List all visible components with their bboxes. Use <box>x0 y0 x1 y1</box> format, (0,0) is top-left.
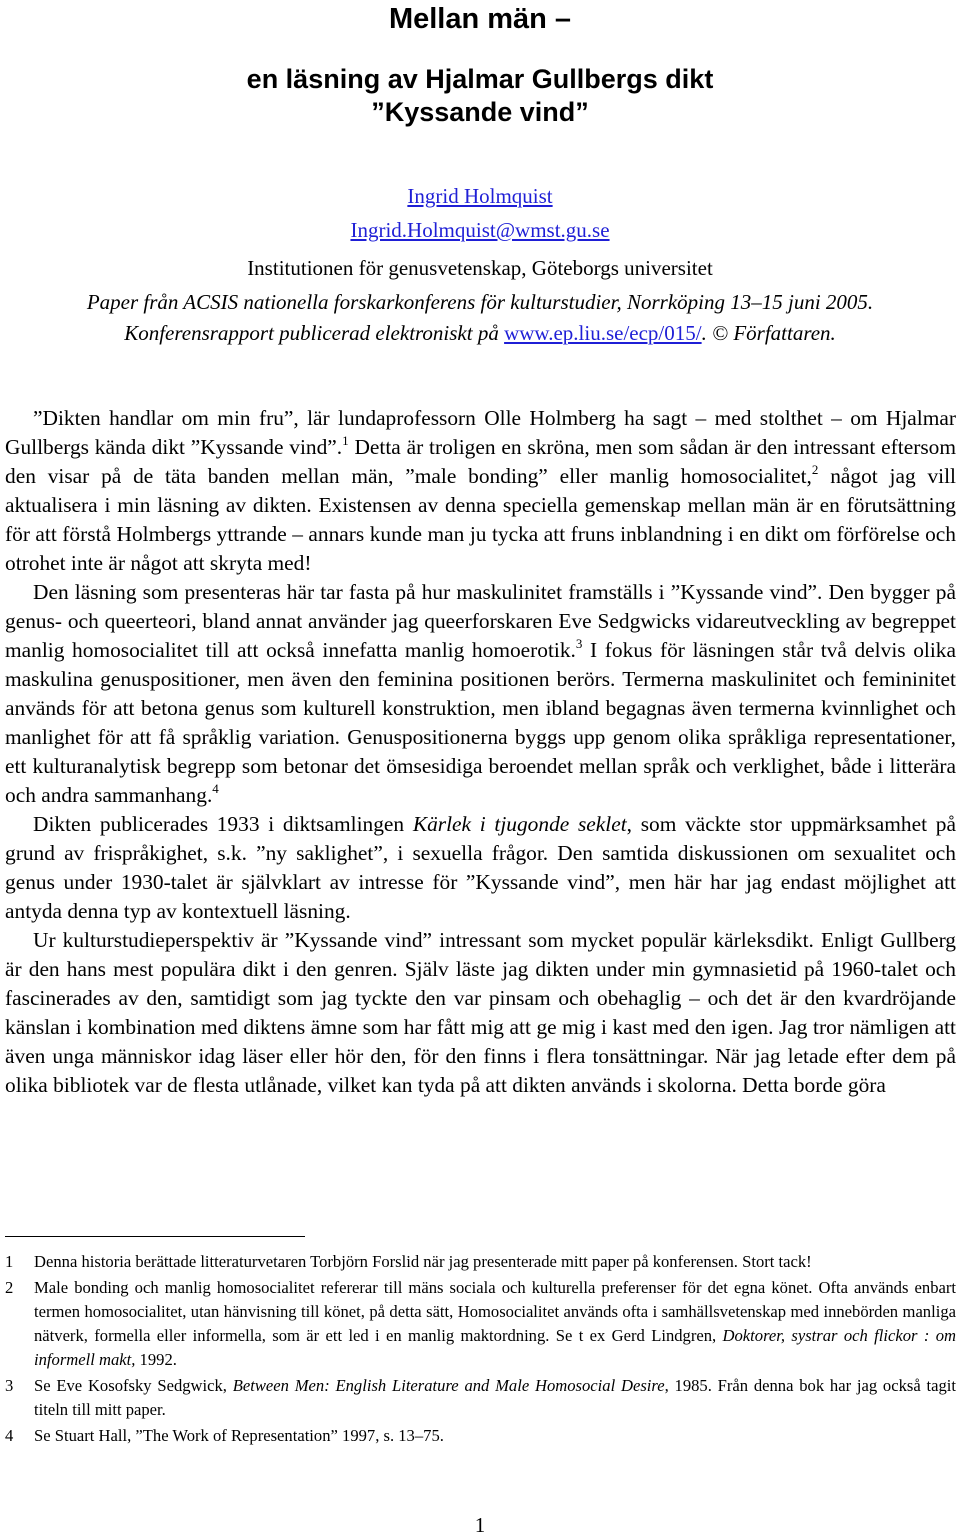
footnote-number: 2 <box>5 1278 14 1297</box>
author-email-link[interactable]: Ingrid.Holmquist@wmst.gu.se <box>350 218 610 242</box>
paragraph-3-part-b: , som väckte stor uppmärksamhet på grund av frispråkighet, s.k. ”ny saklighet”, i sexuella frågor. Den samtida diskussionen om sexualitet och genus under 1930-talet är självklart av intresse för ”Kyssande vind”, men här har jag endast möjlighet att antyda denna typ av kontextuell läsning. <box>5 812 956 923</box>
footnote-1 <box>5 1250 956 1274</box>
paragraph-1-part-a: ”Dikten handlar om min fru”, lär lundaprofessorn Olle Holmberg ha sagt – med stolthet – om Hjalmar Gullbergs kända dikt ”Kyssande vind”. <box>5 406 956 459</box>
body-text <box>5 404 956 1100</box>
book-title: Kärlek i tjugonde seklet <box>412 812 627 836</box>
footnote-text: Male bonding och manlig homosocialitet refererar till mäns sociala och kulturella preferenser för det egna könet. Ofta används enbart termen homosocialitet, utan hänvisning till könet, på detta sätt, Homosocialitet används ofta i samhällsvetenskap med innebörden manliga nätverk, formella eller informella, som är ett led i en manlig maktordning. Se t ex Gerd Lindgren, <box>34 1278 956 1345</box>
paper-subtitle-line-1: en läsning av Hjalmar Gullbergs dikt <box>246 64 714 94</box>
footnote-text: Se Stuart Hall, ”The Work of Representation” 1997, s. 13–75. <box>34 1426 444 1445</box>
footnotes <box>5 1250 956 1450</box>
paragraph-1-part-c: något jag vill aktualisera i min läsning av dikten. Existensen av denna speciella gemenskap mellan män är en förutsättning för att förstå Holmbergs yttrande – annars kunde man ju tycka att fruns inblandning i en dikt om förförelse och otrohet inte är något att skryta med! <box>5 464 956 575</box>
footnote-text: Se Eve Kosofsky Sedgwick, <box>34 1376 233 1395</box>
footnote-4 <box>5 1424 956 1448</box>
paragraph-2-part-b: I fokus för läsningen står två delvis olika maskulina genuspositioner, men även den feminina positionen berörs. Termerna maskulinitet och femininitet används för att betona genus som kulturell konstruktion, men ibland begagnas även termerna kvinnlighet och manlighet för att få språklig variation. Genuspositionerna byggs upp genom olika språkliga representationer, ett kulturanalytisk begrepp som betonar det ömsesidiga beroendet mellan språk och verklighet, både i litterära och andra sammanhang. <box>5 638 956 807</box>
publication-prefix: Konferensrapport publicerad elektroniskt på <box>124 321 505 345</box>
footnote-3 <box>5 1374 956 1422</box>
footnote-cited-title: Doktorer, systrar och flickor : om informell makt, <box>34 1326 956 1369</box>
footnote-separator <box>5 1236 305 1237</box>
footnote-ref-4[interactable]: 4 <box>212 781 219 796</box>
author-institution: Institutionen för genusvetenskap, Göteborgs universitet <box>247 256 713 280</box>
page-number: 1 <box>474 1513 486 1537</box>
footnote-ref-1[interactable]: 1 <box>342 433 349 448</box>
footnote-text-end: 1992. <box>135 1350 177 1369</box>
footnote-text: Denna historia berättade litteraturvetaren Torbjörn Forslid när jag presenterade mitt paper på konferensen. Stort tack! <box>34 1252 812 1271</box>
footnote-cited-title: Between Men: English Literature and Male Homosocial Desire <box>232 1376 665 1395</box>
author-block <box>0 180 960 212</box>
paragraph-3 <box>5 810 956 926</box>
paragraph-1 <box>5 404 956 578</box>
paper-title: Mellan män – <box>388 3 572 35</box>
author-name-link[interactable]: Ingrid Holmquist <box>407 184 553 208</box>
footnote-number: 1 <box>5 1252 14 1271</box>
footnote-2 <box>5 1276 956 1372</box>
footnote-number: 3 <box>5 1376 14 1395</box>
paragraph-4: Ur kulturstudieperspektiv är ”Kyssande vind” intressant som mycket populär kärleksdikt. Enligt Gullberg är den hans mest populära dikt i den genren. Själv läste jag dikten under min gymnasietid på 1960-talet och fascinerades av den, samtidigt som jag tyckte den var pinsam och obehaglig – och det är den kvardröjande känslan i kombination med diktens ämne som har fått mig att ge mig i kast med den igen. Jag tror nämligen att även unga människor idag läser eller hör den, för den finns i flera tonsättningar. När jag letade efter dem på olika bibliotek var de flesta utlånade, vilket kan tyda på att dikten används i skolorna. Detta borde göra <box>5 928 956 1097</box>
conference-info: Paper från ACSIS nationella forskarkonferens för kulturstudier, Norrköping 13–15 juni 2005. <box>86 290 874 314</box>
publication-info <box>0 317 960 349</box>
footnote-ref-2[interactable]: 2 <box>811 462 819 477</box>
paragraph-2-part-a: Den läsning som presenteras här tar fasta på hur maskulinitet framställs i ”Kyssande vind”. Den bygger på genus- och queerteori, bland annat använder jag queerforskaren Eve Sedgwicks vidareutveckling av begreppet manlig homosocialitet till att också innefatta manlig homoerotik. <box>5 580 956 662</box>
paragraph-1-part-b: Detta är troligen en skröna, men som sådan är den intressant eftersom den visar på de täta banden mellan män, ”male bonding” eller manlig homosocialitet, <box>5 435 956 488</box>
author-email-line <box>0 214 960 246</box>
copyright-notice: . © Författaren. <box>701 321 836 345</box>
paper-subtitle-line-2: ”Kyssande vind” <box>371 97 589 127</box>
footnote-ref-3[interactable]: 3 <box>575 636 583 651</box>
footnote-number: 4 <box>5 1426 14 1445</box>
paragraph-3-part-a: Dikten publicerades 1933 i diktsamlingen <box>33 812 413 836</box>
footnote-text-end: , 1985. Från denna bok har jag också tagit titeln till mitt paper. <box>34 1376 956 1419</box>
paragraph-2 <box>5 578 956 810</box>
publication-url-link[interactable]: www.ep.liu.se/ecp/015/ <box>504 321 702 345</box>
